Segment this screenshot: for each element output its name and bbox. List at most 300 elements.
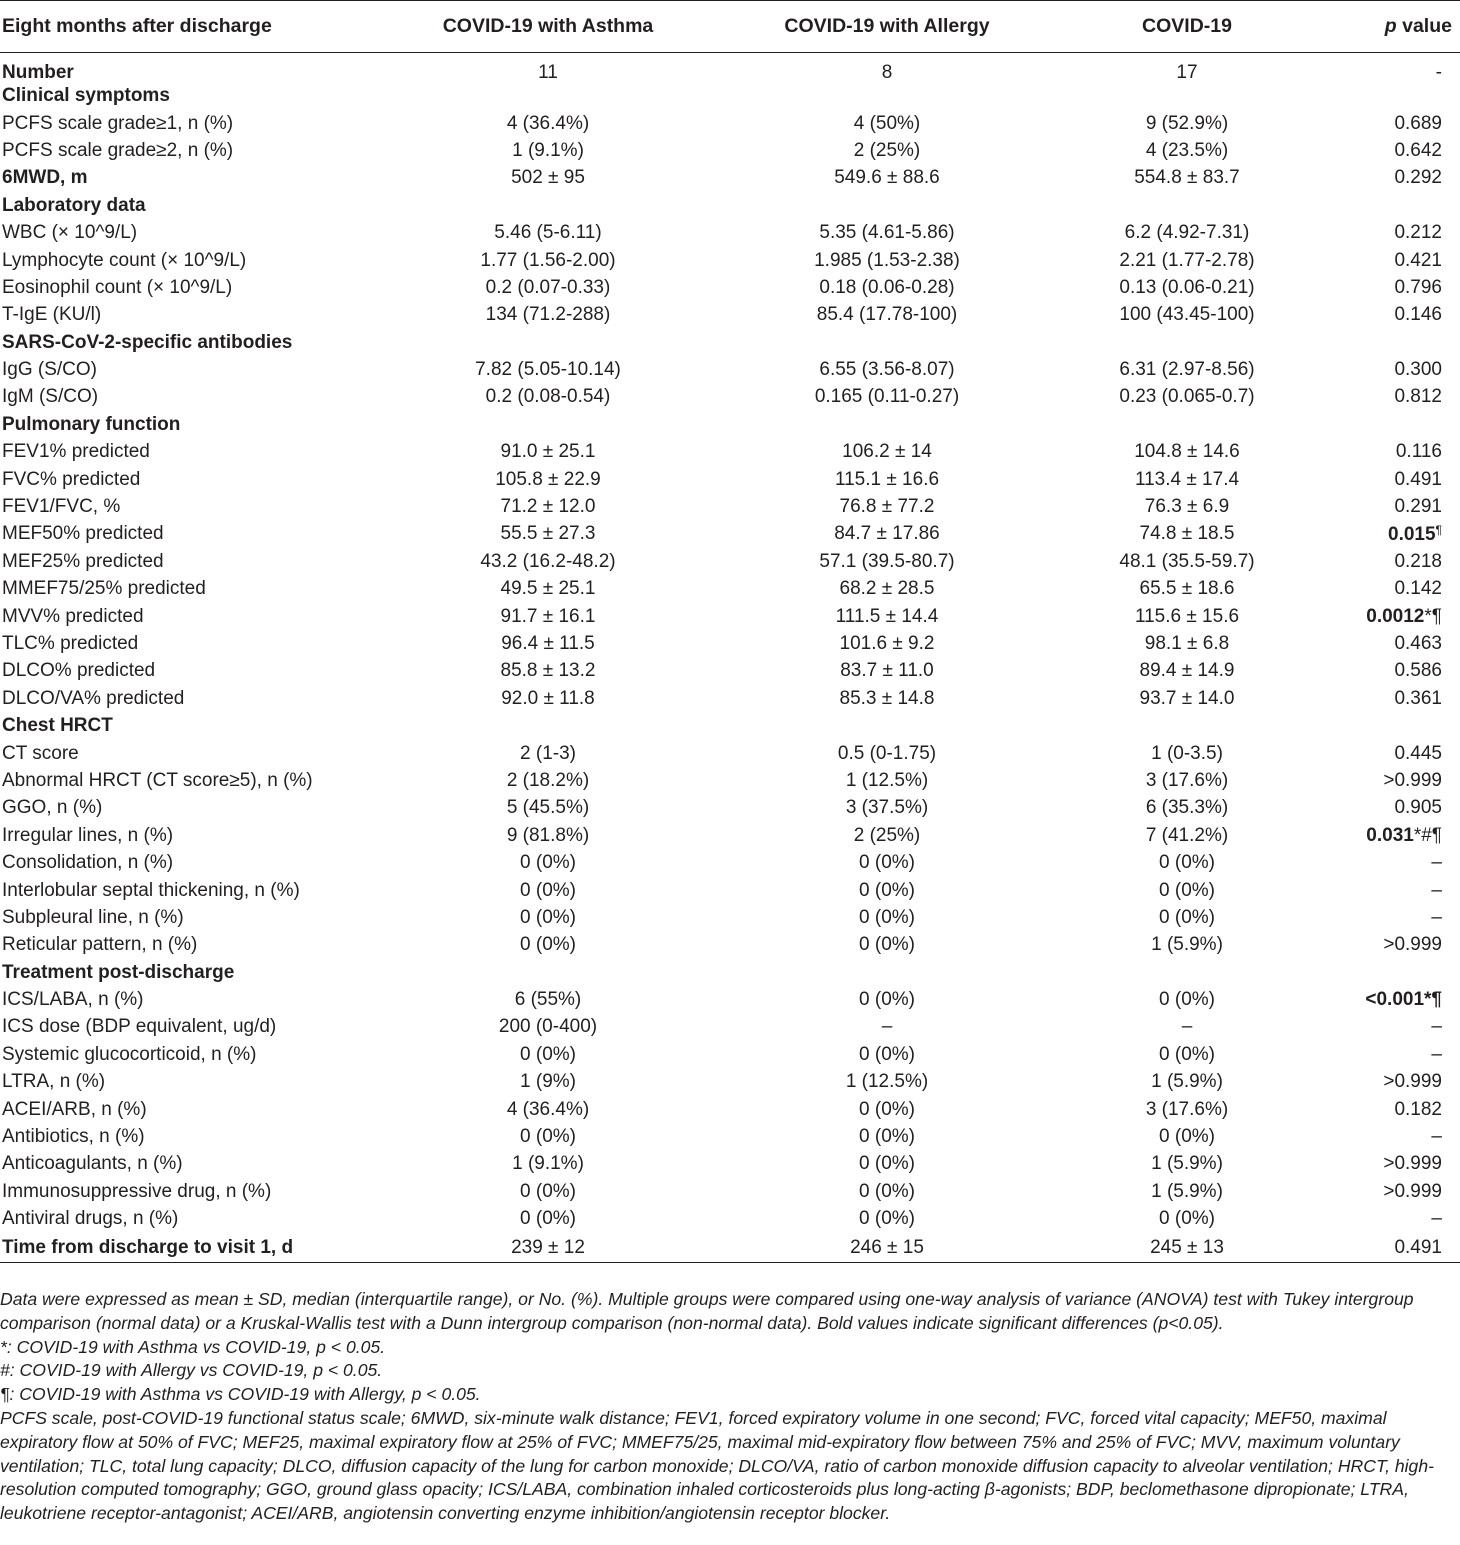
asthma-value: 1 (9.1%) — [512, 139, 584, 161]
row-label: Eosinophil count (× 10^9/L) — [2, 276, 233, 298]
table-row — [0, 301, 1460, 328]
asthma-value: 0 (0%) — [520, 1208, 576, 1230]
table-row — [0, 493, 1460, 520]
row-label: Number — [2, 62, 74, 83]
asthma-value: 1 (9.1%) — [512, 1153, 584, 1175]
table-row — [0, 931, 1460, 958]
asthma-value: 0 (0%) — [520, 906, 576, 928]
footnote: PCFS scale, post-COVID-19 functional status scale; 6MWD, six-minute walk distance; FEV1, forced expiratory volume in one second; FVC, forced vital capacity; MEF50, maximal expiratory flow at 50% of FVC; MEF25, maximal expiratory flow at 25% of FVC; MMEF75/25, maximal mid-expiratory flow between 75% and 25% of FVC; MVV, maximum voluntary ventilation; TLC, total lung capacity; DLCO, diffusion capacity of the lung for carbon monoxide; DLCO/VA, ratio of carbon monoxide diffusion capacity to alveolar ventilation; HRCT, high-resolution computed tomography; GGO, ground glass opacity; ICS/LABA, combination inhaled corticosteroids plus long-acting β-agonists; BDP, beclomethasone dipropionate; LTRA, leukotriene receptor-antagonist; ACEI/ARB, angiotensin converting enzyme inhibition/angiotensin receptor blocker. — [0, 1407, 1434, 1524]
row-label: Antibiotics, n (%) — [2, 1126, 145, 1148]
allergy-value: 85.4 (17.78-100) — [816, 304, 958, 326]
table-row — [0, 1123, 1460, 1150]
table-row — [0, 383, 1460, 410]
header-allergy-group: COVID-19 with Allergy — [784, 15, 990, 37]
p-value — [1296, 739, 1460, 766]
table-footnotes — [0, 1288, 1458, 1526]
empty-cell — [1078, 712, 1296, 739]
allergy-value: 2 (25%) — [853, 824, 921, 846]
p-value — [1296, 438, 1460, 465]
p-value — [1296, 1178, 1460, 1205]
covid-value: 104.8 ± 14.6 — [1134, 441, 1240, 463]
p-value-number: – — [1431, 1126, 1442, 1148]
allergy-value: 4 (50%) — [853, 112, 921, 134]
p-value-number: 0.812 — [1394, 386, 1442, 408]
row-label: MEF50% predicted — [2, 523, 164, 545]
row-label: PCFS scale grade≥1, n (%) — [2, 112, 234, 134]
allergy-value: 8 — [881, 62, 893, 83]
empty-cell — [400, 329, 696, 356]
allergy-value: 0 (0%) — [859, 934, 915, 956]
empty-cell — [400, 712, 696, 739]
allergy-value: 0 (0%) — [859, 1180, 915, 1202]
empty-cell — [1296, 329, 1460, 356]
empty-cell — [400, 192, 696, 219]
allergy-value: 5.35 (4.61-5.86) — [819, 222, 955, 244]
table-row — [0, 548, 1460, 575]
p-value — [1296, 876, 1460, 903]
p-value-number: - — [1435, 62, 1442, 83]
asthma-value: 0.2 (0.07-0.33) — [485, 276, 611, 298]
p-value-number: 0.796 — [1394, 276, 1442, 298]
empty-cell — [1078, 411, 1296, 438]
row-label: ICS/LABA, n (%) — [2, 989, 144, 1011]
asthma-value: 92.0 ± 11.8 — [501, 687, 595, 709]
allergy-value: 0.5 (0-1.75) — [837, 742, 937, 764]
p-value — [1296, 246, 1460, 273]
p-value-number: 0.142 — [1394, 578, 1442, 600]
table-header — [0, 1, 1460, 53]
allergy-value: 83.7 ± 11.0 — [840, 660, 934, 682]
table-row — [0, 739, 1460, 766]
row-label: MEF25% predicted — [2, 550, 164, 572]
asthma-value: 0 (0%) — [520, 1180, 576, 1202]
allergy-value: 111.5 ± 14.4 — [835, 605, 939, 627]
allergy-value: 0 (0%) — [859, 989, 915, 1011]
covid-value: 3 (17.6%) — [1145, 1098, 1229, 1120]
row-label: GGO, n (%) — [2, 797, 103, 819]
row-label: Immunosuppressive drug, n (%) — [2, 1180, 272, 1202]
allergy-value: 101.6 ± 9.2 — [839, 633, 935, 654]
allergy-value: 0 (0%) — [859, 1153, 915, 1175]
p-value — [1296, 53, 1460, 83]
empty-cell — [400, 959, 696, 986]
p-value-number: >0.999 — [1383, 1071, 1442, 1093]
covid-value: 93.7 ± 14.0 — [1139, 687, 1235, 709]
p-value — [1296, 1150, 1460, 1177]
table-row — [0, 575, 1460, 602]
p-value-number: 0.689 — [1394, 112, 1442, 134]
table-row — [0, 274, 1460, 301]
row-label: 6MWD, m — [2, 167, 88, 189]
row-label: IgM (S/CO) — [2, 386, 99, 408]
empty-cell — [696, 411, 1078, 438]
section-heading: Clinical symptoms — [2, 85, 170, 107]
covid-value: 65.5 ± 18.6 — [1139, 578, 1235, 600]
empty-cell — [1078, 959, 1296, 986]
table-row — [0, 986, 1460, 1013]
row-label: WBC (× 10^9/L) — [2, 222, 138, 244]
p-value-number: 0.212 — [1394, 222, 1442, 244]
p-value — [1296, 794, 1460, 821]
row-label: CT score — [2, 742, 79, 764]
table-row — [0, 1013, 1460, 1040]
asthma-value: 200 (0-400) — [498, 1016, 598, 1038]
covid-value: 9 (52.9%) — [1145, 112, 1229, 134]
row-label: FEV1% predicted — [2, 441, 150, 463]
asthma-value: 6 (55%) — [514, 989, 582, 1011]
asthma-value: 0 (0%) — [520, 1043, 576, 1065]
allergy-value: 2 (25%) — [853, 139, 921, 161]
row-label: FVC% predicted — [2, 468, 141, 490]
covid-value: 0.13 (0.06-0.21) — [1119, 276, 1255, 298]
table-row — [0, 1205, 1460, 1232]
footnote: #: COVID-19 with Allergy vs COVID-19, p < 0.05. — [0, 1360, 383, 1381]
p-value-number: 0.300 — [1394, 359, 1442, 381]
p-value — [1296, 904, 1460, 931]
allergy-value: 0 (0%) — [859, 1043, 915, 1065]
section-heading: Pulmonary function — [2, 413, 181, 435]
asthma-value: 85.8 ± 13.2 — [500, 660, 596, 682]
allergy-value: 1 (12.5%) — [845, 1071, 929, 1093]
table-row — [0, 465, 1460, 492]
allergy-value: 0 (0%) — [859, 906, 915, 928]
covid-value: 1 (5.9%) — [1151, 1071, 1223, 1093]
p-value — [1296, 274, 1460, 301]
empty-cell — [696, 82, 1078, 109]
row-label: DLCO/VA% predicted — [2, 687, 185, 709]
table-row — [0, 822, 1460, 849]
covid-value: 3 (17.6%) — [1145, 769, 1229, 791]
p-value — [1296, 822, 1460, 849]
p-value-number: >0.999 — [1383, 1153, 1442, 1175]
row-label: PCFS scale grade≥2, n (%) — [2, 139, 234, 161]
asthma-value: 2 (1-3) — [520, 742, 576, 764]
significance-marker: *¶ — [1424, 605, 1442, 627]
p-value-number: 0.463 — [1394, 633, 1442, 654]
p-value-number: 0.292 — [1394, 167, 1442, 189]
table-row — [0, 137, 1460, 164]
asthma-value: 0.2 (0.08-0.54) — [485, 386, 611, 408]
table-row — [0, 904, 1460, 931]
p-value-number: 0.182 — [1394, 1098, 1442, 1120]
row-label: Reticular pattern, n (%) — [2, 934, 198, 956]
covid-value: 0 (0%) — [1159, 1126, 1215, 1148]
table-row — [0, 1232, 1460, 1262]
p-value — [1296, 1095, 1460, 1122]
asthma-value: 11 — [538, 62, 558, 83]
p-value — [1296, 1205, 1460, 1232]
asthma-value: 134 (71.2-288) — [485, 304, 611, 326]
p-value — [1296, 383, 1460, 410]
asthma-value: 0 (0%) — [520, 852, 576, 874]
footnote: Data were expressed as mean ± SD, median (interquartile range), or No. (%). Multiple groups were compared using one-way analysis of variance (ANOVA) test with Tukey intergroup comparison (normal data) or a Kruskal-Wallis test with a Dunn intergroup comparison (non-normal data). Bold values indicate significant differences (p<0.05). — [0, 1289, 1414, 1333]
empty-cell — [1078, 82, 1296, 109]
allergy-value: 549.6 ± 88.6 — [834, 167, 940, 189]
asthma-value: 5 (45.5%) — [506, 797, 590, 819]
row-label: Abnormal HRCT (CT score≥5), n (%) — [2, 769, 313, 791]
significance-marker: ¶ — [1435, 522, 1442, 537]
p-value — [1296, 1041, 1460, 1068]
covid-value: 1 (5.9%) — [1151, 1153, 1223, 1175]
header-p-word: value — [1396, 15, 1452, 37]
row-label: T-IgE (KU/l) — [2, 304, 102, 326]
p-value-number: 0.0012 — [1366, 605, 1425, 627]
header-asthma-group: COVID-19 with Asthma — [442, 15, 654, 37]
allergy-value: 0 (0%) — [859, 1098, 915, 1120]
asthma-value: 49.5 ± 25.1 — [500, 578, 596, 600]
header-p-value — [1296, 1, 1460, 53]
section-row — [0, 712, 1460, 739]
asthma-value: 0 (0%) — [520, 1126, 576, 1148]
row-label: Time from discharge to visit 1, d — [2, 1236, 294, 1258]
section-heading: SARS-CoV-2-specific antibodies — [2, 331, 293, 353]
p-value — [1296, 164, 1460, 191]
row-label: ACEI/ARB, n (%) — [2, 1098, 147, 1120]
footnote: *: COVID-19 with Asthma vs COVID-19, p < 0.05. — [0, 1336, 386, 1357]
p-value-number: 0.421 — [1394, 249, 1442, 271]
p-value — [1296, 493, 1460, 520]
table-row — [0, 53, 1460, 83]
p-value-number: – — [1431, 1208, 1442, 1230]
allergy-value: 1 (12.5%) — [845, 769, 929, 791]
allergy-value: 106.2 ± 14 — [842, 441, 932, 463]
p-value — [1296, 219, 1460, 246]
header-covid-group: COVID-19 — [1142, 15, 1232, 37]
row-label: Irregular lines, n (%) — [2, 824, 174, 846]
row-label: LTRA, n (%) — [2, 1071, 106, 1093]
asthma-value: 96.4 ± 11.5 — [501, 633, 595, 654]
allergy-value: 115.1 ± 16.6 — [834, 468, 940, 490]
p-value-number: 0.291 — [1394, 496, 1442, 518]
row-label: FEV1/FVC, % — [2, 496, 121, 518]
p-value-number: 0.218 — [1394, 550, 1442, 572]
p-value — [1296, 602, 1460, 629]
covid-value: 0 (0%) — [1159, 852, 1215, 874]
row-label: MVV% predicted — [2, 605, 144, 627]
covid-value: 17 — [1176, 62, 1198, 83]
table-row — [0, 767, 1460, 794]
allergy-value: – — [881, 1016, 893, 1038]
empty-cell — [400, 411, 696, 438]
allergy-value: 57.1 (39.5-80.7) — [819, 550, 955, 572]
p-value — [1296, 767, 1460, 794]
table-row — [0, 1041, 1460, 1068]
allergy-value: 0 (0%) — [859, 879, 915, 901]
footnote: ¶: COVID-19 with Asthma vs COVID-19 with Allergy, p < 0.05. — [0, 1384, 481, 1405]
empty-cell — [696, 959, 1078, 986]
p-value — [1296, 630, 1460, 657]
covid-value: 0 (0%) — [1159, 1208, 1215, 1230]
p-value-number: 0.031 — [1366, 824, 1414, 846]
empty-cell — [1296, 192, 1460, 219]
asthma-value: 0 (0%) — [520, 879, 576, 901]
empty-cell — [1296, 82, 1460, 109]
row-label: MMEF75/25% predicted — [2, 578, 206, 600]
section-row — [0, 192, 1460, 219]
p-value — [1296, 931, 1460, 958]
row-label: Consolidation, n (%) — [2, 852, 174, 874]
asthma-value: 4 (36.4%) — [506, 1098, 590, 1120]
table-row — [0, 794, 1460, 821]
section-row — [0, 82, 1460, 109]
covid-value: 100 (43.45-100) — [1119, 304, 1255, 326]
allergy-value: 0 (0%) — [859, 852, 915, 874]
section-heading: Laboratory data — [2, 194, 146, 216]
p-value-number: 0.491 — [1394, 468, 1442, 490]
covid-value: 245 ± 13 — [1150, 1236, 1224, 1258]
p-value-number: >0.999 — [1383, 934, 1442, 956]
empty-cell — [1296, 712, 1460, 739]
p-value — [1296, 849, 1460, 876]
table-row — [0, 1068, 1460, 1095]
table-body — [0, 53, 1460, 1263]
table-row — [0, 657, 1460, 684]
row-label: ICS dose (BDP equivalent, ug/d) — [2, 1016, 277, 1038]
table-row — [0, 164, 1460, 191]
asthma-value: 105.8 ± 22.9 — [495, 468, 601, 490]
covid-value: 48.1 (35.5-59.7) — [1119, 550, 1255, 572]
p-value-number: 0.361 — [1394, 687, 1442, 709]
covid-value: 6.2 (4.92-7.31) — [1124, 222, 1250, 244]
asthma-value: 502 ± 95 — [511, 167, 585, 189]
p-value-number: 0.905 — [1394, 797, 1442, 819]
table-row — [0, 602, 1460, 629]
empty-cell — [1078, 192, 1296, 219]
covid-value: 0.23 (0.065-0.7) — [1119, 386, 1255, 408]
p-value-number: <0.001*¶ — [1365, 989, 1442, 1011]
p-value-number: 0.116 — [1395, 441, 1442, 463]
section-row — [0, 959, 1460, 986]
row-label: Subpleural line, n (%) — [2, 906, 184, 928]
p-value-number: 0.015 — [1388, 523, 1436, 545]
p-value-number: – — [1431, 1016, 1442, 1038]
asthma-value: 239 ± 12 — [511, 1236, 585, 1258]
asthma-value: 43.2 (16.2-48.2) — [480, 550, 616, 572]
header-p-letter: p — [1384, 15, 1397, 37]
table-row — [0, 1095, 1460, 1122]
allergy-value: 0 (0%) — [859, 1126, 915, 1148]
header-row — [0, 1, 1460, 53]
allergy-value: 68.2 ± 28.5 — [839, 578, 935, 600]
covid-value: 6.31 (2.97-8.56) — [1119, 359, 1255, 381]
covid-value: 554.8 ± 83.7 — [1134, 167, 1240, 189]
covid-value: 113.4 ± 17.4 — [1134, 468, 1240, 490]
p-value-number: >0.999 — [1383, 1180, 1442, 1202]
row-label: Systemic glucocorticoid, n (%) — [2, 1043, 257, 1065]
asthma-value: 7.82 (5.05-10.14) — [475, 359, 621, 381]
table-row — [0, 219, 1460, 246]
section-heading: Chest HRCT — [2, 715, 113, 737]
covid-value: 6 (35.3%) — [1145, 797, 1229, 819]
header-timepoint: Eight months after discharge — [2, 15, 272, 37]
covid-value: 1 (5.9%) — [1151, 1180, 1223, 1202]
section-row — [0, 411, 1460, 438]
p-value-number: 0.642 — [1394, 139, 1442, 161]
p-value — [1296, 548, 1460, 575]
asthma-value: 1.77 (1.56-2.00) — [480, 249, 616, 271]
covid-value: 98.1 ± 6.8 — [1144, 633, 1230, 654]
p-value-number: >0.999 — [1383, 769, 1442, 791]
asthma-value: 1 (9%) — [520, 1071, 576, 1093]
covid-value: 74.8 ± 18.5 — [1139, 523, 1235, 545]
p-value — [1296, 1013, 1460, 1040]
asthma-value: 5.46 (5-6.11) — [494, 222, 602, 244]
table-row — [0, 849, 1460, 876]
allergy-value: 1.985 (1.53-2.38) — [814, 249, 960, 271]
allergy-value: 0.18 (0.06-0.28) — [819, 276, 955, 298]
p-value — [1296, 356, 1460, 383]
p-value-number: – — [1431, 1043, 1442, 1065]
table-row — [0, 630, 1460, 657]
asthma-value: 91.7 ± 16.1 — [500, 605, 596, 627]
covid-value: 0 (0%) — [1159, 989, 1215, 1011]
empty-cell — [696, 712, 1078, 739]
allergy-value: 84.7 ± 17.86 — [834, 523, 940, 545]
allergy-value: 0 (0%) — [859, 1208, 915, 1230]
covid-value: 0 (0%) — [1159, 1043, 1215, 1065]
p-value-number: 0.491 — [1394, 1236, 1442, 1258]
p-value-number: – — [1431, 879, 1442, 901]
allergy-value: 0.165 (0.11-0.27) — [814, 386, 960, 408]
asthma-value: 2 (18.2%) — [506, 769, 590, 791]
row-label: Anticoagulants, n (%) — [2, 1153, 183, 1175]
p-value — [1296, 109, 1460, 136]
empty-cell — [696, 329, 1078, 356]
allergy-value: 246 ± 15 — [850, 1236, 924, 1258]
covid-value: 4 (23.5%) — [1145, 139, 1229, 161]
covid-value: 0 (0%) — [1159, 879, 1215, 901]
table-row — [0, 1150, 1460, 1177]
asthma-value: 71.2 ± 12.0 — [500, 496, 596, 518]
asthma-value: 55.5 ± 27.3 — [500, 523, 596, 545]
p-value — [1296, 575, 1460, 602]
table-row — [0, 109, 1460, 136]
table-row — [0, 876, 1460, 903]
p-value — [1296, 137, 1460, 164]
row-label: Antiviral drugs, n (%) — [2, 1208, 179, 1230]
significance-marker: *#¶ — [1413, 824, 1442, 846]
p-value — [1296, 520, 1460, 547]
p-value — [1296, 301, 1460, 328]
p-value-number: – — [1431, 906, 1442, 928]
asthma-value: 9 (81.8%) — [506, 824, 590, 846]
empty-cell — [1296, 411, 1460, 438]
covid-value: – — [1181, 1016, 1193, 1038]
p-value-number: 0.445 — [1394, 742, 1442, 764]
empty-cell — [1078, 329, 1296, 356]
table-row — [0, 356, 1460, 383]
p-value — [1296, 1123, 1460, 1150]
p-value — [1296, 1232, 1460, 1262]
asthma-value: 0 (0%) — [520, 934, 576, 956]
empty-cell — [696, 192, 1078, 219]
table-row — [0, 1178, 1460, 1205]
p-value-number: – — [1431, 852, 1442, 874]
section-row — [0, 329, 1460, 356]
empty-cell — [400, 82, 696, 109]
table-row — [0, 438, 1460, 465]
row-label: Interlobular septal thickening, n (%) — [2, 879, 300, 901]
covid-value: 1 (0-3.5) — [1151, 742, 1223, 764]
allergy-value: 76.8 ± 77.2 — [839, 496, 935, 518]
p-value — [1296, 1068, 1460, 1095]
p-value — [1296, 685, 1460, 712]
covid-value: 89.4 ± 14.9 — [1139, 660, 1235, 682]
asthma-value: 4 (36.4%) — [506, 112, 590, 134]
p-value-number: 0.586 — [1394, 660, 1442, 682]
covid-value: 115.6 ± 15.6 — [1134, 605, 1240, 627]
allergy-value: 6.55 (3.56-8.07) — [819, 359, 955, 381]
